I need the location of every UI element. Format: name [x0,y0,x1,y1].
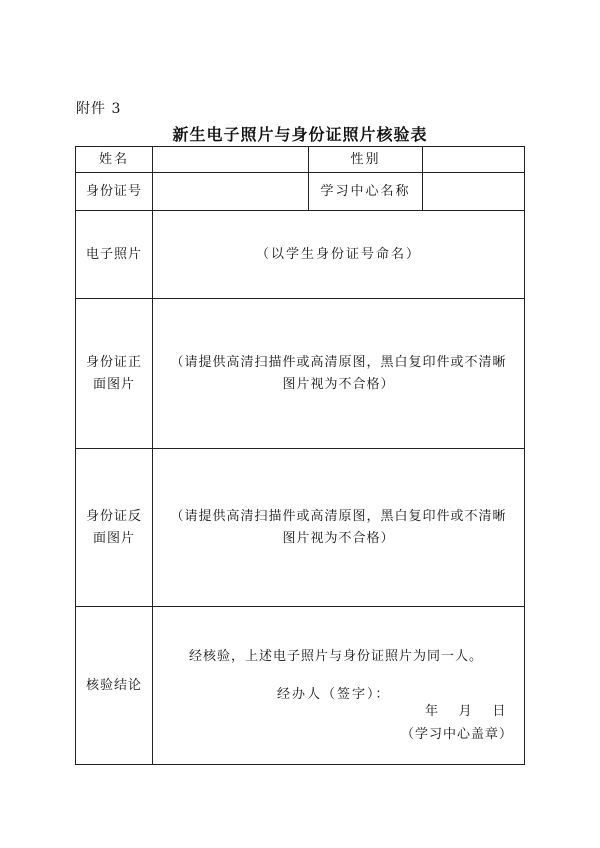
date-line: 年 月 日 [425,704,506,719]
id-back-label: 身份证反 面图片 [76,449,153,607]
verification-area [153,607,525,765]
name-row [76,147,525,173]
learning-center-field[interactable] [423,173,525,211]
name-label: 姓名 [76,147,153,173]
learning-center-label: 学习中心名称 [309,173,423,211]
id-back-upload-area[interactable] [153,449,525,607]
gender-field[interactable] [423,147,525,173]
verification-label: 核验结论 [76,607,153,765]
id-front-hint-line1: （请提供高清扫描件或高清原图，黑白复印件或不清晰 [170,354,507,370]
name-field[interactable] [153,147,309,173]
form-title: 新生电子照片与身份证照片核验表 [172,125,428,144]
gender-label: 性别 [309,147,423,173]
id-front-upload-area[interactable] [153,299,525,449]
id-row [76,173,525,211]
id-front-label: 身份证正 面图片 [76,299,153,449]
attachment-number: 附件 3 [76,101,122,117]
id-back-hint-line2: 图片视为不合格） [282,530,395,546]
id-front-row [76,299,525,449]
id-front-hint-line2: 图片视为不合格） [282,376,395,392]
id-number-label: 身份证号 [76,173,153,211]
id-back-hint-line1: （请提供高清扫描件或高清原图，黑白复印件或不清晰 [170,508,507,524]
verification-form-table [75,146,525,765]
photo-row [76,211,525,299]
center-seal: （学习中心盖章） [401,727,514,742]
id-number-field[interactable] [153,173,309,211]
verification-row [76,607,525,765]
photo-upload-area[interactable] [153,211,525,299]
photo-hint: （以学生身份证号命名） [255,246,421,262]
photo-label: 电子照片 [76,211,153,299]
id-back-row [76,449,525,607]
handler-signature[interactable]: 经办人（签字）： [277,687,391,702]
verification-statement: 经核验，上述电子照片与身份证照片为同一人。 [189,649,484,664]
